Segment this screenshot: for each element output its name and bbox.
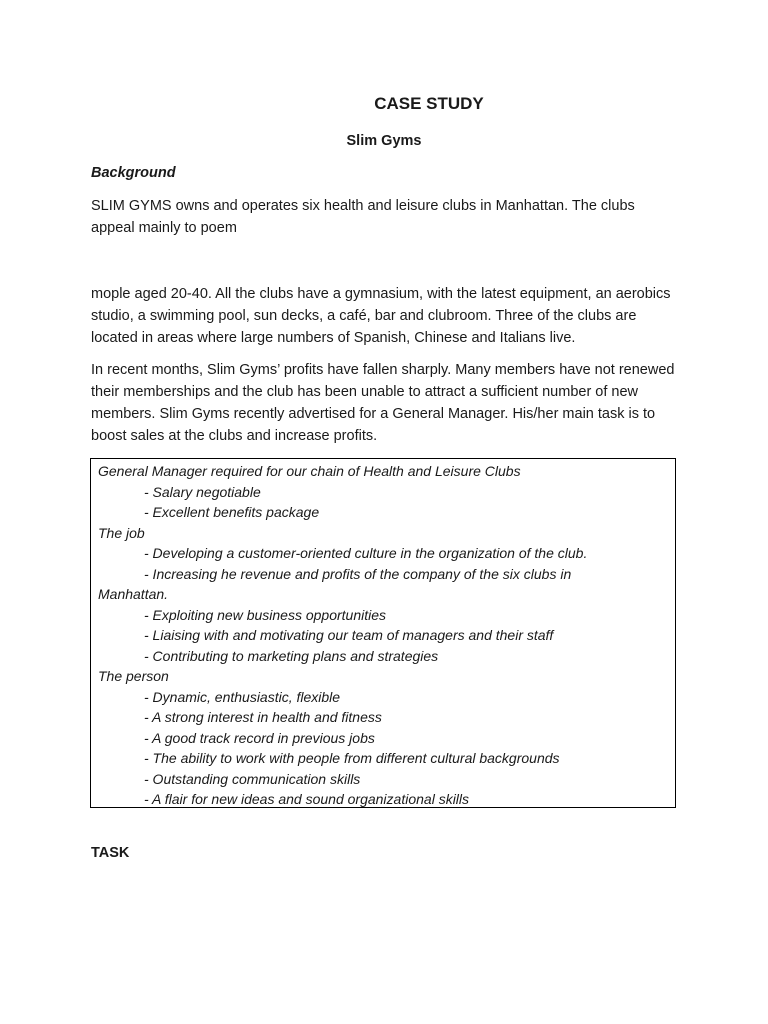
advert-bullet: - Contributing to marketing plans and strategies	[144, 648, 439, 664]
advert-bullet: - A strong interest in health and fitness	[144, 709, 382, 725]
advert-bullet: - Liaising with and motivating our team of managers and their staff	[144, 627, 554, 643]
advert-bullet: - Outstanding communication skills	[144, 771, 361, 787]
page-subtitle: Slim Gyms	[346, 133, 422, 149]
advert-bullet: - A good track record in previous jobs	[144, 730, 375, 746]
advert-bullet: - Dynamic, enthusiastic, flexible	[144, 689, 341, 705]
advert-bullet: - Increasing he revenue and profits of the company of the six clubs in	[144, 566, 572, 582]
advert-bullet-continued: Manhattan.	[98, 586, 169, 602]
advert-bullet: - Excellent benefits package	[144, 504, 320, 520]
advert-bullet: - A flair for new ideas and sound organizational skills	[144, 791, 470, 807]
background-heading: Background	[91, 165, 176, 181]
advert-headline: General Manager required for our chain of Health and Leisure Clubs	[98, 463, 521, 479]
advert-bullet: - Developing a customer-oriented culture in the organization of the club.	[144, 545, 588, 561]
paragraph-facilities: mople aged 20-40. All the clubs have a gymnasium, with the latest equipment, an aerobics studio, a swimming pool, sun decks, a café, bar and clubroom. Three of the clubs are located in areas where large numbers of Spanish, Chinese and Italians live.	[91, 286, 671, 346]
task-heading: TASK	[91, 845, 130, 861]
advert-bullet: - Exploiting new business opportunities	[144, 607, 387, 623]
paragraph-intro: SLIM GYMS owns and operates six health and leisure clubs in Manhattan. The clubs appeal mainly to poem	[91, 198, 635, 236]
page-title: CASE STUDY	[374, 94, 484, 113]
advert-bullet: - Salary negotiable	[144, 484, 261, 500]
paragraph-profits: In recent months, Slim Gyms’ profits have fallen sharply. Many members have not renewed their memberships and the club has been unable to attract a sufficient number of new members. Slim Gyms recently advertised for a General Manager. His/her main task is to boost sales at the clubs and increase profits.	[91, 362, 675, 444]
advert-section-person: The person	[98, 668, 169, 684]
advert-bullet: - The ability to work with people from different cultural backgrounds	[144, 750, 560, 766]
job-advert-box	[90, 458, 676, 808]
advert-section-job: The job	[98, 525, 145, 541]
